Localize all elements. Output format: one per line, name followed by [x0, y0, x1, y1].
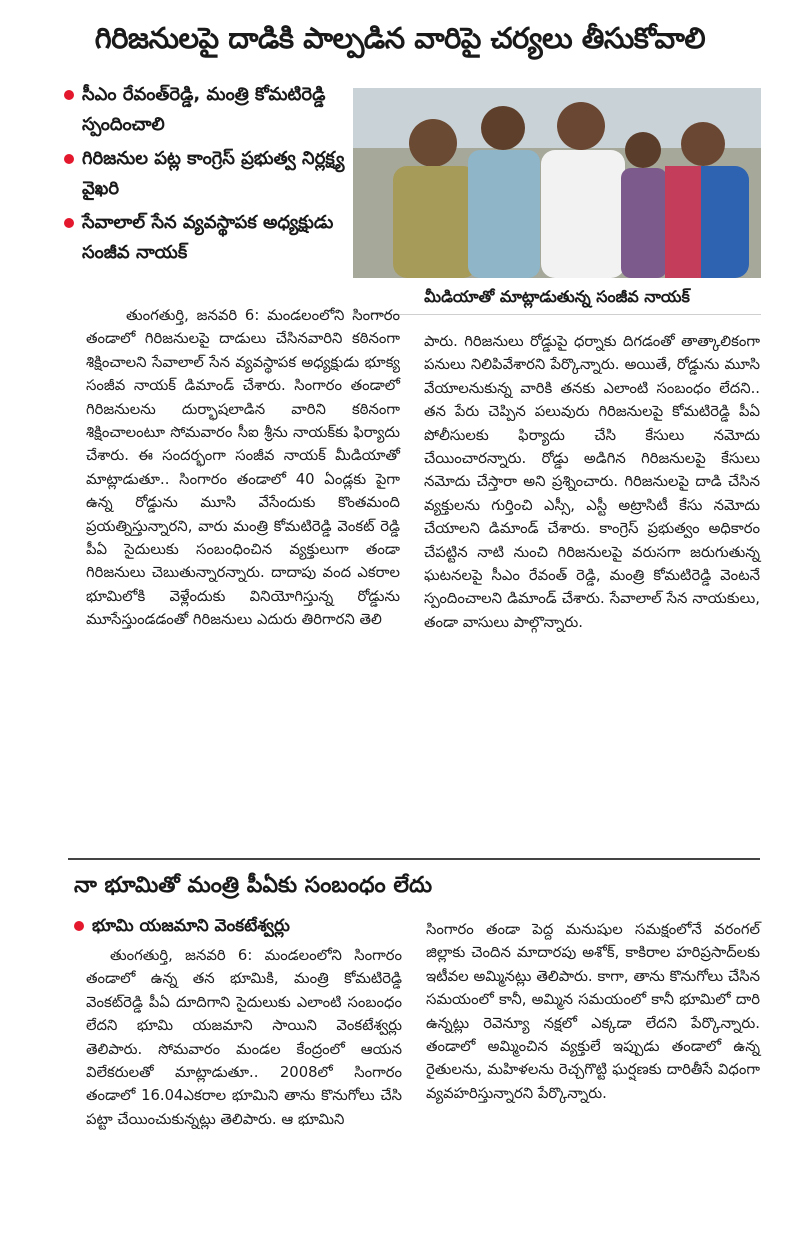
bullet-icon [64, 90, 74, 100]
bullet-icon [64, 218, 74, 228]
news-photo [353, 88, 761, 278]
highlight-text: భూమి యజమాని వెంకటేశ్వర్లు [92, 916, 290, 936]
section-divider [68, 858, 760, 860]
bullet-icon [64, 154, 74, 164]
article-paragraph: తుంగతుర్తి, జనవరి 6: మండలంలోని సింగారం తండాలో ఉన్న తన భూమికి, మంత్రి కోమటిరెడ్డి వెంకట్‌రెడ్డి పీఏ దూదిగాని సైదులుకు ఎలాంటి సంబంధం లేదని భూమి యజమాని సాయిని వెంకటేశ్వర్లు తెలిపారు. సోమవారం మండల కేంద్రంలో ఆయన విలేకరులతో మాట్లాడుతూ.. 2008లో సింగారం తండాలో 16.04ఎకరాల భూమిని తాను కొనుగోలు చేసి పట్టా చేయించుకున్నట్లు తెలిపారు. ఆ భూమిని [86, 947, 402, 1128]
photo-caption: మీడియాతో మాట్లాడుతున్న సంజీవ నాయక్ [353, 280, 761, 315]
article-paragraph: సింగారం తండా పెద్ద మనుషుల సమక్షంలోనే వరంగల్ జిల్లాకు చెందిన మాదారపు అశోక్, కాకిరాల హరిప్రసాద్‌లకు ఇటీవల అమ్మినట్లు తెలిపారు. కాగా, తాను కొనుగోలు చేసిన సమయంలో కానీ, అమ్మిన సమయంలో కానీ భూమిలో దారి ఉన్నట్లు రెవెన్యూ నక్షలో ఎక్కడా లేదని పేర్కొన్నారు. తండాలో అమ్మించిన వ్యక్తులే ఇప్పుడు తండాలో ఉన్న రైతులను, మహిళలను రెచ్చగొట్టి ఘర్షణకు దారితీసే విధంగా వ్యవహరిస్తున్నారని పేర్కొన్నారు. [426, 921, 760, 1102]
highlights-list [64, 80, 354, 272]
article-paragraph: పారు. గిరిజనులు రోడ్డుపై ధర్నాకు దిగడంతో తాత్కాలికంగా పనులు నిలిపివేశారని పేర్కొన్నారు. అయితే, రోడ్డును మూసి వేయాలనుకున్న వారికి తనకు ఎలాంటి సంబంధం లేదని.. తన పేరు చెప్పిన పలువురు గిరిజనులపై కోమటిరెడ్డి పీఏ పోలీసులకు ఫిర్యాదు చేసి కేసులు నమోదు చేయించారన్నారు. రోడ్డు అడిగిన గిరిజనులపై కేసులు నమోదు చేస్తారా అని ప్రశ్నించారు. గిరిజనులపై దాడి చేసిన వ్యక్తులను గుర్తించి ఎస్సీ, ఎస్టీ అట్రాసిటీ కేసు నమోదు చేయాలని డిమాండ్ చేశారు. కాంగ్రెస్ ప్రభుత్వం అధికారం చేపట్టిన నాటి నుంచి గిరిజనులపై వరుసగా జరుగుతున్న ఘటనలపై సీఎం రేవంత్ రెడ్డి, మంత్రి కోమటిరెడ్డి వెంటనే స్పందించాలని డిమాండ్ చేశారు. సేవాలాల్ సేన నాయకులు, తండా వాసులు పాల్గొన్నారు. [424, 333, 760, 631]
article-body-column-2 [424, 330, 760, 634]
photo-people-illustration [353, 88, 761, 278]
article-headline: గిరిజనులపై దాడికి పాల్పడిన వారిపై చర్యలు తీసుకోవాలి [94, 21, 706, 55]
article-body-column-2 [426, 918, 760, 1105]
bullet-icon [74, 921, 84, 931]
highlight-text: సీఎం రేవంత్‌రెడ్డి, మంత్రి కోమటిరెడ్డి స్పందించాలి [82, 84, 326, 135]
highlight-text: గిరిజనుల పట్ల కాంగ్రెస్ ప్రభుత్వ నిర్లక్ష్య వైఖరి [82, 148, 345, 199]
highlight-item [64, 208, 354, 268]
article-body-column-1 [86, 304, 400, 632]
article-headline: నా భూమితో మంత్రి పీఏకు సంబంధం లేదు [74, 873, 433, 898]
highlight-item [64, 80, 354, 140]
article-body-column-1 [86, 944, 402, 1131]
highlight-item [74, 912, 422, 940]
article-paragraph: తుంగతుర్తి, జనవరి 6: మండలంలోని సింగారం తండాలో గిరిజనులపై దాడులు చేసినవారిని కఠినంగా శిక్షించాలని సేవాలాల్ సేన వ్యవస్థాపక అధ్యక్షుడు భూక్య సంజీవ నాయక్ డిమాండ్ చేశారు. సింగారం తండాలో గిరిజనులను దుర్భాషలాడిన వారిని కఠినంగా శిక్షించాలంటూ సోమవారం సీఐ శ్రీను నాయక్‌కు ఫిర్యాదు చేశారు. ఈ సందర్భంగా సంజీవ నాయక్ మీడియాతో మాట్లాడుతూ.. సింగారం తండాలో 40 ఏండ్లకు పైగా ఉన్న రోడ్డును మూసి వేసేందుకు కొంతమంది ప్రయత్నిస్తున్నారని, వారు మంత్రి కోమటిరెడ్డి వెంకట్ రెడ్డి పీఏ సైదులుకు సంబంధించిన వ్యక్తులుగా తండా గిరిజనులు చెబుతున్నారన్నారు. దాదాపు వంద ఎకరాల భూమిలోకి వెళ్లేందుకు వినియోగిస్తున్న రోడ్డును మూసేస్తుండడంతో గిరిజనులు ఎదురు తిరిగారని తెలి [86, 307, 400, 629]
highlight-item [64, 144, 354, 204]
highlight-text: సేవాలాల్ సేన వ్యవస్థాపక అధ్యక్షుడు సంజీవ నాయక్ [82, 212, 334, 263]
